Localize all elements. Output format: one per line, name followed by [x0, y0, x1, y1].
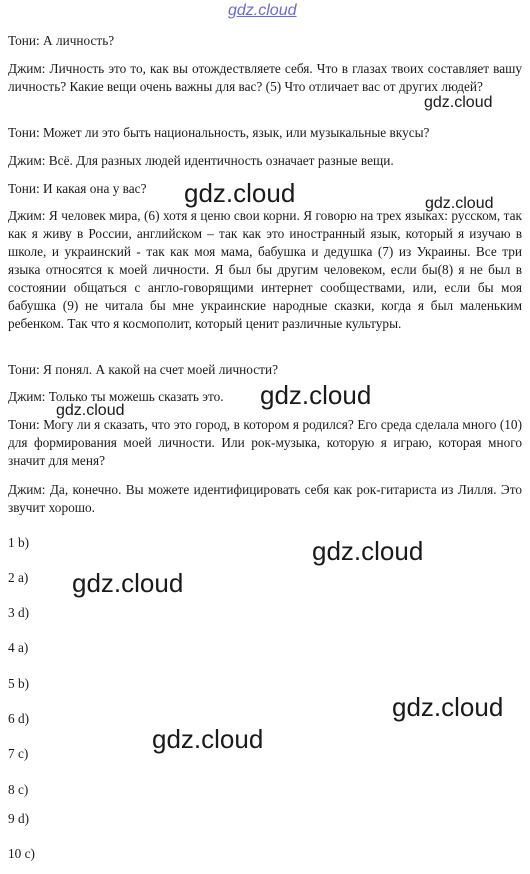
answer-5: 5 b): [8, 676, 30, 691]
answer-7: 7 c): [8, 746, 29, 761]
watermark: gdz.cloud: [260, 380, 372, 410]
dialogue-line-2: Джим: Личность это то, как вы отождествляете себя. Что в глазах твоих составляет вашу личность? Какие вещи очень важны для вас? (5) Что отличает вас от других людей?: [8, 61, 522, 94]
watermark: gdz.cloud: [392, 692, 504, 722]
dialogue-line-1: Тони: А личность?: [8, 33, 115, 48]
dialogue-line-7: Тони: Я понял. А какой на счет моей личности?: [8, 362, 278, 377]
answer-1: 1 b): [8, 535, 30, 550]
watermark: gdz.cloud: [184, 178, 296, 208]
answer-6: 6 d): [8, 711, 30, 726]
dialogue-line-8: Джим: Только ты можешь сказать это.: [8, 389, 224, 404]
dialogue-line-10: Джим: Да, конечно. Вы можете идентифицировать себя как рок-гитариста из Лилля. Это звучит хорошо.: [8, 482, 522, 515]
answer-4: 4 a): [8, 640, 29, 655]
watermark: gdz.cloud: [152, 724, 264, 754]
watermark: gdz.cloud: [424, 94, 493, 111]
dialogue-line-9: Тони: Могу ли я сказать, что это город, в котором я родился? Его среда сделала много (10) для формирования моей личности. Или рок-музыка, которую я играю, которая много значит для меня?: [8, 417, 522, 468]
watermark-top: gdz.cloud: [228, 2, 297, 19]
dialogue-line-5: Тони: И какая она у вас?: [8, 181, 147, 196]
answer-2: 2 a): [8, 570, 29, 585]
watermark: gdz.cloud: [312, 536, 424, 566]
dialogue-line-4: Джим: Всё. Для разных людей идентичность означает разные вещи.: [8, 153, 394, 168]
dialogue-line-3: Тони: Может ли это быть национальность, язык, или музыкальные вкусы?: [8, 125, 430, 140]
answer-10: 10 c): [8, 846, 35, 861]
answer-3: 3 d): [8, 605, 30, 620]
answer-9: 9 d): [8, 811, 30, 826]
watermark: gdz.cloud: [56, 402, 125, 419]
dialogue-line-6: Джим: Я человек мира, (6) хотя я ценю свои корни. Я говорю на трех языках: русском, так как я живу в России, английском – так как это иностранный язык, который я изучаю в школе, и украинский - так как моя мама, бабушка и дедушка (7) из Украины. Все три языка относятся к моей личности. Я был бы другим человеком, если бы(8) я не был в состоянии общаться с англо-говорящими интернет сообществами, или, если бы моя бабушка (9) не читала бы мне украинские народные сказки, когда я был маленьким ребенком. Так что я космополит, который ценит различные культуры.: [8, 208, 522, 331]
watermark: gdz.cloud: [425, 195, 494, 212]
answer-8: 8 c): [8, 782, 29, 797]
watermark: gdz.cloud: [72, 568, 184, 598]
